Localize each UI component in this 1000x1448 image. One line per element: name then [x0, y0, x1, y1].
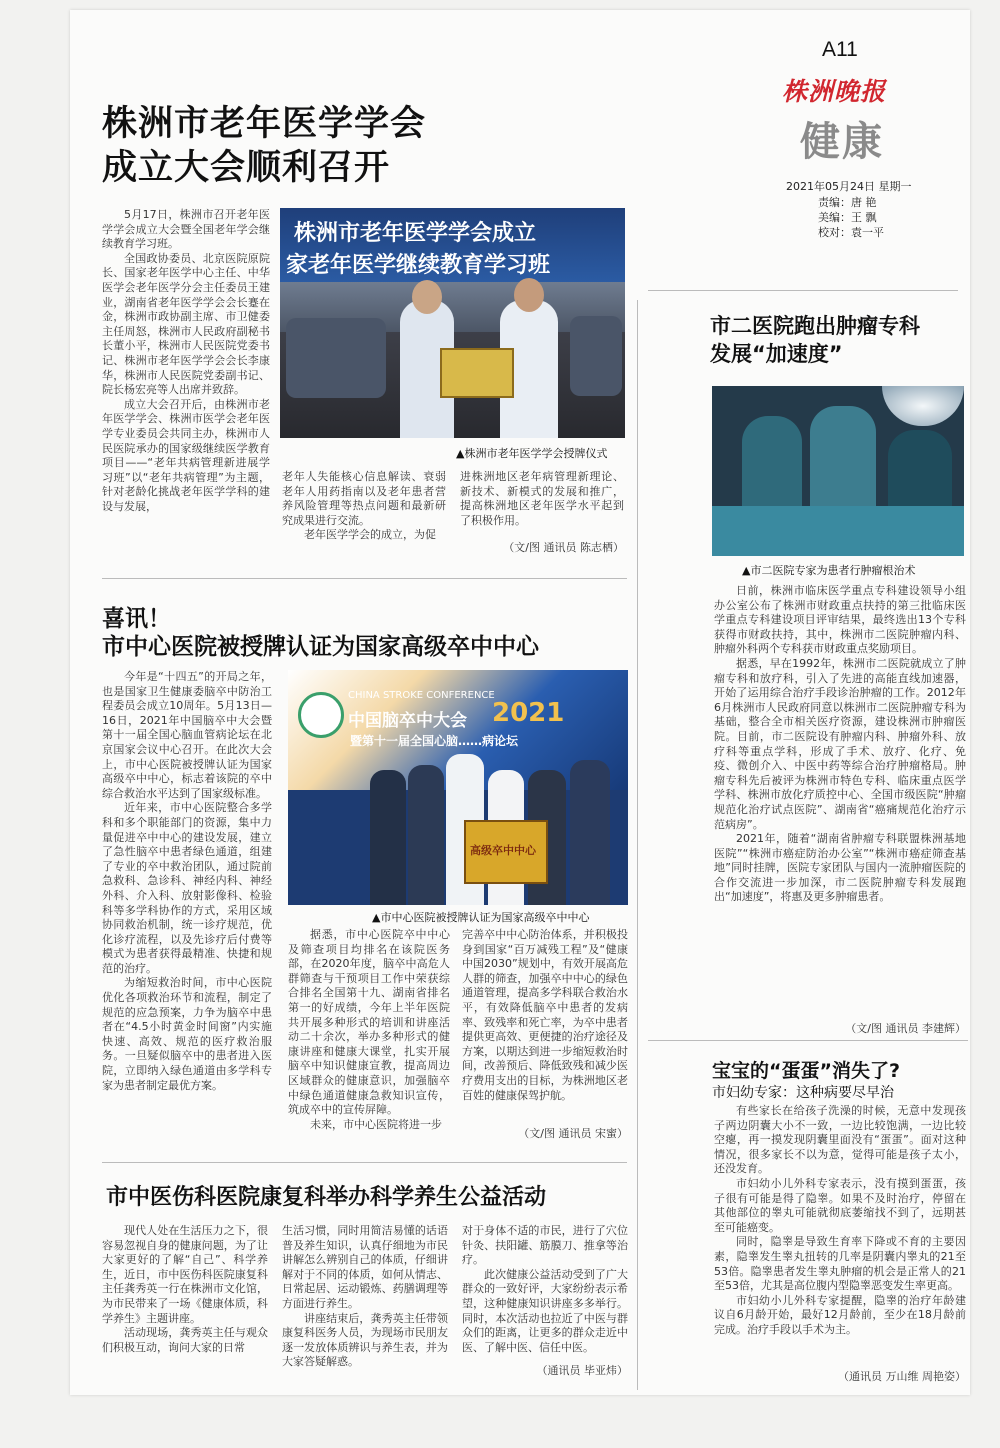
article5-p1: 有些家长在给孩子洗澡的时候，无意中发现孩子两边阴囊大小不一致，一边比较饱满，一边比较空瘪，再一摸发现阴囊里面没有“蛋蛋”。面对这种情况，很多家长不以为意，觉得可能是孩子太小，还没发育。: [714, 1104, 966, 1176]
article1-col3: [460, 470, 624, 528]
article3-col1: [102, 1224, 268, 1355]
article1-col1-p1: 5月17日，株洲市召开老年医学学会成立大会暨全国老年学会继续教育学习班。: [102, 208, 270, 251]
p2-person-1: [370, 770, 406, 905]
article5-p2: 市妇幼小儿外科专家表示，没有摸到蛋蛋，孩子很有可能是得了隐睾。如果不及时治疗，停留在其他部位的睾丸可能就彻底萎缩找不到了，远期甚至可能癌变。: [714, 1176, 966, 1234]
article2-col1-p1: 今年是“十四五”的开局之年，也是国家卫生健康委脑卒中防治工程委员会成立10周年。5月13日—16日，2021年中国脑卒中大会暨第十一届全国心脑血管病论坛在北京国家会议中心召开。在此次大会上，市中心医院被授牌认证为国家高级卒中中心，标志着该院的卒中综合救治水平达到了国家级标准。: [102, 670, 272, 800]
p2-person-2: [408, 765, 444, 905]
article2-col2-p2: 未来，市中心医院将进一步: [310, 1117, 442, 1131]
article5-body: [714, 1104, 966, 1338]
article2-col1: [102, 670, 272, 1093]
article2-title-line1: 喜讯！: [102, 606, 171, 632]
article5-credit: （通讯员 万山维 周艳姿）: [838, 1370, 966, 1383]
photo2-logo: [298, 692, 344, 738]
article3-col1-p2: 活动现场，龚秀英主任与观众们积极互动，询问大家的日常: [102, 1326, 268, 1354]
article4-body: [714, 584, 966, 905]
photo-banner-line2: 家老年医学继续教育学习班: [286, 253, 551, 278]
article2-col1-p2: 近年来，市中心医院整合多学科和多个职能部门的资源，集中力量促进卒中中心的建设发展，建立了急性脑卒中患者绿色通道，组建了专业的卒中救治团队，通过院前急救科、急诊科、神经内科、神经外科、介入科、放射影像科、检验科等多学科协作的方式，采用区域协同救治机制，统一诊疗规范，优化诊疗流程，以及先诊疗后付费等模式为患者获得最精准、快捷和规范的治疗。: [102, 801, 272, 975]
article2-caption: ▲市中心医院被授牌认证为国家高级卒中中心: [372, 911, 590, 924]
article1-caption: ▲株洲市老年医学学会授牌仪式: [456, 447, 608, 460]
article5-p3: 同时，隐睾是导致生育率下降或不育的主要因素，隐睾发生睾丸扭转的几率是阴囊内睾丸的21至53倍。隐睾患者发生睾丸肿瘤的机会是正常人的21至53倍，尤其是高位腹内型隐睾恶变发生率更高。: [714, 1235, 966, 1293]
award-plaque: [440, 348, 514, 398]
photo-banner-line1: 株洲市老年医学学会成立: [294, 221, 537, 246]
article1-col1-p2: 全国政协委员、北京医院原院长、国家老年医学中心主任、中华医学会老年医学分会主任委员王建业，湖南省老年医学学会会长蹇在金，株洲市政协副主席、市卫健委主任周怒，株洲市人民政府副秘书长董小平，株洲市人民医院党委书记、株洲市老年医学学会会长李康华，株洲市人民医院党委副书记、院长杨宏亮等人出席并致辞。: [102, 251, 270, 397]
photo2-year: 2021: [492, 698, 565, 728]
article3-col1-p1: 现代人处在生活压力之下，很容易忽视自身的健康问题，为了让大家更好的了解“自己”、科学养生，近日，市中医伤科医院康复科主任龚秀英一行在株洲市文化馆，为市民带来了一场《健康体质，科学养生》主题讲座。: [102, 1224, 268, 1325]
audience-right: [570, 316, 622, 396]
article3-col3-p1: 对于身体不适的市民，进行了穴位针灸、扶阳罐、筋膜刀、推拿等治疗。: [462, 1224, 628, 1267]
photo2-banner-en: CHINA STROKE CONFERENCE: [348, 690, 495, 701]
person-right-head: [514, 278, 544, 312]
divider-1: [102, 578, 627, 579]
article3-credit: （通讯员 毕亚炜）: [536, 1364, 628, 1377]
article2-col3: [462, 928, 628, 1103]
article3-col3: [462, 1224, 628, 1355]
article2-title-line2: 市中心医院被授牌认证为国家高级卒中中心: [102, 634, 539, 660]
article4-title-line1: 市二医院跑出肿瘤专科: [710, 314, 920, 338]
photo2-sub: 暨第十一届全国心脑……病论坛: [350, 734, 519, 748]
newspaper-page: [70, 10, 970, 1395]
article2-credit: （文/图 通讯员 宋蜜）: [518, 1127, 628, 1140]
right-top-rule: [648, 290, 958, 291]
article1-photo: [280, 208, 625, 438]
article1-col2-p2: 老年医学学会的成立，为促: [304, 528, 436, 542]
article3-col2-p2: 讲座结束后，龚秀英主任带领康复科医务人员，为现场市民朋友逐一发放体质辨识与养生表，并为大家答疑解惑。: [282, 1311, 448, 1369]
article3-title: 市中医伤科医院康复科举办科学养生公益活动: [106, 1185, 547, 1210]
article1-title-line2: 成立大会顺利召开: [102, 148, 391, 188]
column-divider: [637, 300, 638, 1390]
divider-3: [648, 1040, 968, 1041]
article5-subtitle: 市妇幼专家：这种病要尽早治: [712, 1085, 894, 1101]
article5-title: 宝宝的“蛋蛋”消失了?: [712, 1060, 900, 1082]
article2-col1-p3: 为缩短救治时间，市中心医院优化各项救治环节和流程，制定了规范的应急预案，力争为脑卒中患者在“4.5小时黄金时间窗”内实施快速、高效、规范的医疗救治服务。一旦疑似脑卒中的患者进入医院，立即纳入绿色通道由多学科专家为患者制定最优方案。: [102, 976, 272, 1092]
article2-col2: [288, 928, 450, 1132]
divider-2: [102, 1162, 627, 1163]
article5-p4: 市妇幼小儿外科专家提醒，隐睾的治疗年龄建议自6月龄开始，最好12月龄前，至少在18月龄前完成。治疗手段以手术为主。: [714, 1293, 966, 1336]
photo2-banner-cn: 中国脑卒中大会: [348, 711, 467, 731]
article1-credit: （文/图 通讯员 陈志栖）: [503, 541, 624, 554]
section-name: 健康: [800, 118, 884, 165]
art-editor-credit: 美编：王 飘: [818, 211, 877, 224]
article4-p1: 日前，株洲市临床医学重点专科建设领导小组办公室公布了株洲市财政重点扶持的第三批临床医学重点专科建设项目评审结果，最终选出13个专科获得市财政扶持，其中，株洲市二医院肿瘤内科、肿瘤外科两个专科获市财政重点奖励项目。: [714, 584, 966, 656]
article4-p3: 2021年，随着“湖南省肿瘤专科联盟株洲基地医院”“株洲市癌症防治办公室”“株洲市癌症筛查基地”同时挂牌，医院专家团队与国内一流肿瘤医院的合作交流进一步加深，市二医院肿瘤专科发展跑出“加速度”，将惠及更多肿瘤患者。: [714, 832, 966, 904]
article1-col2-p1: 老年人失能核心信息解读、衰弱老年人用药指南以及老年患者营养风险管理等热点问题和最新研究成果进行交流。: [282, 470, 446, 527]
paper-logo: 株洲晚报: [782, 77, 887, 106]
article2-col2-p1: 据悉，市中心医院卒中中心及筛查项目均排名在该院医务部，在2020年度，脑卒中高危人群筛查与干预项目工作中荣获综合排名全国第十九、湖南省排名第一的好成绩，今年上半年医院共开展多种形式的培训和讲座活动二十余次，举办多种形式的健康讲座和健康大课堂，扎实开展脑卒中知识健康宣教，提高周边区域群众的健康意识，加强脑卒中绿色通道健康急救知识宣传，筑成卒中的宣传屏障。: [288, 928, 450, 1117]
surgery-light: [882, 386, 964, 426]
article1-title-line1: 株洲市老年医学学会: [102, 104, 427, 144]
article1-col3-p1: 进株洲地区老年病管理新理论、新技术、新模式的发展和推广，提高株洲地区老年医学水平起到了积极作用。: [460, 470, 624, 527]
p2-plaque-text: 高级卒中中心: [470, 844, 536, 857]
article1-col1: [102, 208, 270, 514]
proofreader-credit: 校对：袁一平: [818, 226, 884, 239]
person-left-head: [412, 280, 442, 314]
page-number: A11: [822, 38, 858, 61]
article1-col1-p3: 成立大会召开后，由株洲市老年医学学会、株洲市医学会老年医学专业委员会共同主办，株洲市人民医院承办的国家级继续医学教育项目——“老年共病管理新进展学习班”以“老年共病管理”为主题，针对老龄化挑战老年医学学科的建设与发展，: [102, 397, 270, 513]
article4-title-line2: 发展“加速度”: [710, 342, 843, 366]
article1-col2: [282, 470, 446, 543]
article2-col3-p1: 完善卒中中心防治体系，并积极投身到国家“百万减残工程”及“健康中国2030”规划中，有效开展高危人群的筛查，加强卒中中心的绿色通道管理，提高多学科联合救治水平，有效降低脑卒中患者的发病率、致残率和死亡率，为卒中患者提供更高效、更便捷的治疗途径及方案，以期达到进一步缩短救治时间，改善预后、降低致残和减少医疗费用支出的目标，为株洲地区老百姓的健康保驾护航。: [462, 928, 628, 1102]
surgical-drape: [712, 506, 964, 556]
article4-p2: 据悉，早在1992年，株洲市二医院就成立了肿瘤专科和放疗科，引入了先进的高能直线加速器，开始了运用综合治疗手段诊治肿瘤的工作。2012年6月株洲市人民政府同意以株洲市二医院肿瘤专科为基础，整合全市相关医疗资源，建设株洲市肿瘤医院。目前，市二医院设有肿瘤内科、肿瘤外科、放疗科等重点学科，形成了手术、放疗、化疗、免疫、微创介入、中医中药等综合治疗肿瘤格局。肿瘤专科先后被评为株洲市特色专科、临床重点医学学科、株洲市放化疗质控中心、全国市级医院“肿瘤规范化治疗试点医院”、湖南省“癌痛规范化治疗示范病房”。: [714, 656, 966, 831]
article3-col3-p2: 此次健康公益活动受到了广大群众的一致好评，大家纷纷表示希望，这种健康知识讲座多多举行。同时，本次活动也拉近了中医与群众们的距离，让更多的群众走近中医、了解中医、信任中医。: [462, 1267, 628, 1354]
editor-credit: 责编：唐 艳: [818, 196, 877, 209]
article4-photo: [712, 386, 964, 556]
p2-person-6: [570, 760, 610, 905]
article2-photo: [288, 670, 628, 905]
article3-col2-p1: 生活习惯，同时用简洁易懂的话语普及养生知识，认真仔细地为市民讲解怎么辨别自己的体质，仔细讲解对于不同的体质，如何从情志、日常起居、运动锻炼、药膳调理等方面进行养生。: [282, 1224, 448, 1310]
issue-date: 2021年05月24日 星期一: [786, 180, 912, 193]
article3-col2: [282, 1224, 448, 1370]
article4-caption: ▲市二医院专家为患者行肿瘤根治术: [742, 564, 916, 577]
article4-credit: （文/图 通讯员 李建辉）: [845, 1022, 966, 1035]
audience-left: [286, 318, 386, 398]
